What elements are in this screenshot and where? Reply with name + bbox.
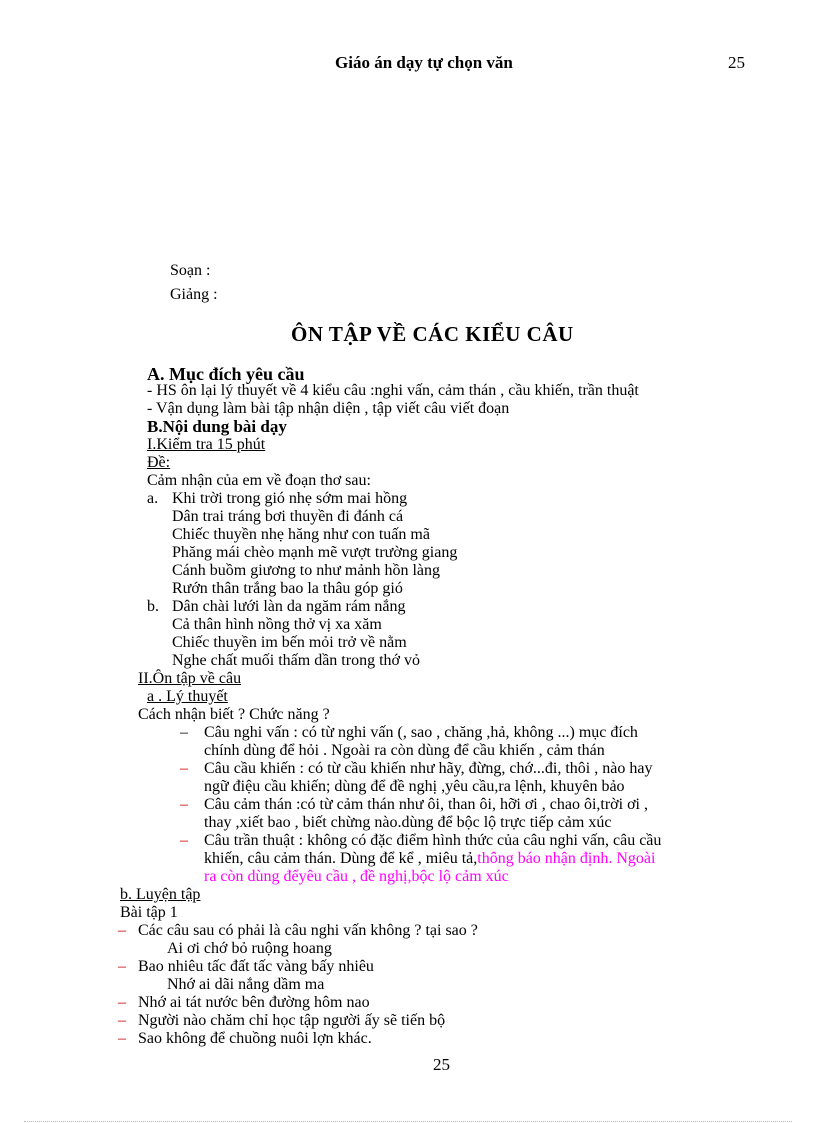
exercise-line: Nhớ ai tát nước bên đường hôm nao xyxy=(138,994,370,1011)
poem-b-line: Nghe chất muối thấm dần trong thớ vỏ xyxy=(172,652,420,669)
ly-thuyet-heading: a . Lý thuyết xyxy=(147,688,228,705)
theory-question: Cách nhận biết ? Chức năng ? xyxy=(138,706,330,723)
footer-page-number: 25 xyxy=(433,1055,450,1074)
section-b-heading: B.Nội dung bài dạy xyxy=(147,417,287,436)
exercise-line: Người nào chăm chỉ học tập người ấy sẽ tiến bộ xyxy=(138,1012,446,1029)
poem-b-line: Chiếc thuyền im bến mỏi trở về nằm xyxy=(172,634,407,651)
prompt-text: Cảm nhận của em về đoạn thơ sau: xyxy=(147,472,371,489)
bullet-dash: – xyxy=(180,832,188,849)
exercise-line: Sao không để chuồng nuôi lợn khác. xyxy=(138,1030,372,1047)
poem-a-line: Cánh buồm giương to như mảnh hồn làng xyxy=(172,562,441,579)
item-tran-thuat-line-2 xyxy=(204,850,655,868)
bullet-dash: – xyxy=(118,994,126,1011)
poem-a-line: Phăng mái chèo mạnh mẽ vượt trường giang xyxy=(172,544,458,561)
item-cau-khien-line-1: Câu cầu khiến : có từ cầu khiến như hãy, đừng, chớ...đi, thôi , nào hay xyxy=(204,760,653,777)
bullet-dash: – xyxy=(180,724,188,741)
bullet-dash: – xyxy=(118,1030,126,1047)
section-a-line-1: - HS ôn lại lý thuyết về 4 kiểu câu :nghi vấn, cảm thán , cầu khiến, trần thuật xyxy=(147,382,639,399)
item-tran-thuat-line-3: ra còn dùng đểyêu cầu , đề nghị,bộc lộ cảm xúc xyxy=(204,868,509,885)
bullet-dash: – xyxy=(118,958,126,975)
item-cau-khien-line-2: ngữ điệu cầu khiến; dùng để đề nghị ,yêu cầu,ra lệnh, khuyên bảo xyxy=(204,778,625,795)
kiem-tra-heading: I.Kiểm tra 15 phút xyxy=(147,436,266,453)
section-a-heading: A. Mục đích yêu cầu xyxy=(147,364,305,384)
giang-label: Giảng : xyxy=(170,286,218,303)
exercise-line: Bao nhiêu tấc đất tấc vàng bấy nhiêu xyxy=(138,958,374,975)
poem-a-line: Khi trời trong gió nhẹ sớm mai hồng xyxy=(172,490,408,507)
soan-label: Soạn : xyxy=(170,262,211,279)
header-title: Giáo án dạy tự chọn văn xyxy=(335,53,513,72)
poem-a-line: Rướn thân trắng bao la thâu góp gió xyxy=(172,580,403,597)
bullet-dash: – xyxy=(180,760,188,777)
item-cam-than-line-2: thay ,xiết bao , biết chừng nào.dùng để bộc lộ trực tiếp cảm xúc xyxy=(204,814,612,831)
item-tran-thuat-line-2-black: khiến, câu cảm thán. Dùng để kể , miêu tả, xyxy=(204,850,478,867)
item-nghi-van-line-2: chính dùng để hỏi . Ngoài ra còn dùng để cầu khiến , cảm thán xyxy=(204,742,605,759)
bullet-dash: – xyxy=(118,922,126,939)
lesson-title: ÔN TẬP VỀ CÁC KIỂU CÂU xyxy=(291,322,574,346)
header-page-number: 25 xyxy=(728,53,745,72)
section-ii-heading: II.Ôn tập về câu xyxy=(138,670,242,687)
poem-a-label: a. xyxy=(147,490,159,507)
bullet-dash: – xyxy=(180,796,188,813)
practice-heading: b. Luyện tập xyxy=(120,886,201,903)
page-bottom-divider xyxy=(24,1121,792,1122)
section-a-line-2: - Vận dụng làm bài tập nhận diện , tập viết câu viết đoạn xyxy=(147,400,510,417)
poem-a-line: Chiếc thuyền nhẹ hăng như con tuấn mã xyxy=(172,526,430,543)
poem-a-line: Dân trai tráng bơi thuyền đi đánh cá xyxy=(172,508,404,525)
exercise-line: Ai ơi chớ bỏ ruộng hoang xyxy=(167,940,332,957)
de-label: Đề: xyxy=(147,454,171,471)
poem-b-line: Cả thân hình nồng thở vị xa xăm xyxy=(172,616,382,633)
exercise-label: Bài tập 1 xyxy=(120,904,178,921)
item-tran-thuat-line-2-pink: thông báo nhận định. Ngoài xyxy=(477,850,656,867)
exercise-line: Nhớ ai dãi nắng dầm ma xyxy=(167,976,325,993)
poem-b-label: b. xyxy=(147,598,159,615)
item-cam-than-line-1: Câu cảm thán :có từ cảm thán như ôi, than ôi, hỡi ơi , chao ôi,trời ơi , xyxy=(204,796,648,813)
item-nghi-van-line-1: Câu nghi vấn : có từ nghi vấn (, sao , chăng ,hả, không ...) mục đích xyxy=(204,724,638,741)
poem-b-line: Dân chài lưới làn da ngăm rám nắng xyxy=(172,598,406,615)
item-tran-thuat-line-1: Câu trần thuật : không có đặc điểm hình thức của câu nghi vấn, câu cầu xyxy=(204,832,662,849)
bullet-dash: – xyxy=(118,1012,126,1029)
exercise-question: Các câu sau có phải là câu nghi vấn không ? tại sao ? xyxy=(138,922,478,939)
